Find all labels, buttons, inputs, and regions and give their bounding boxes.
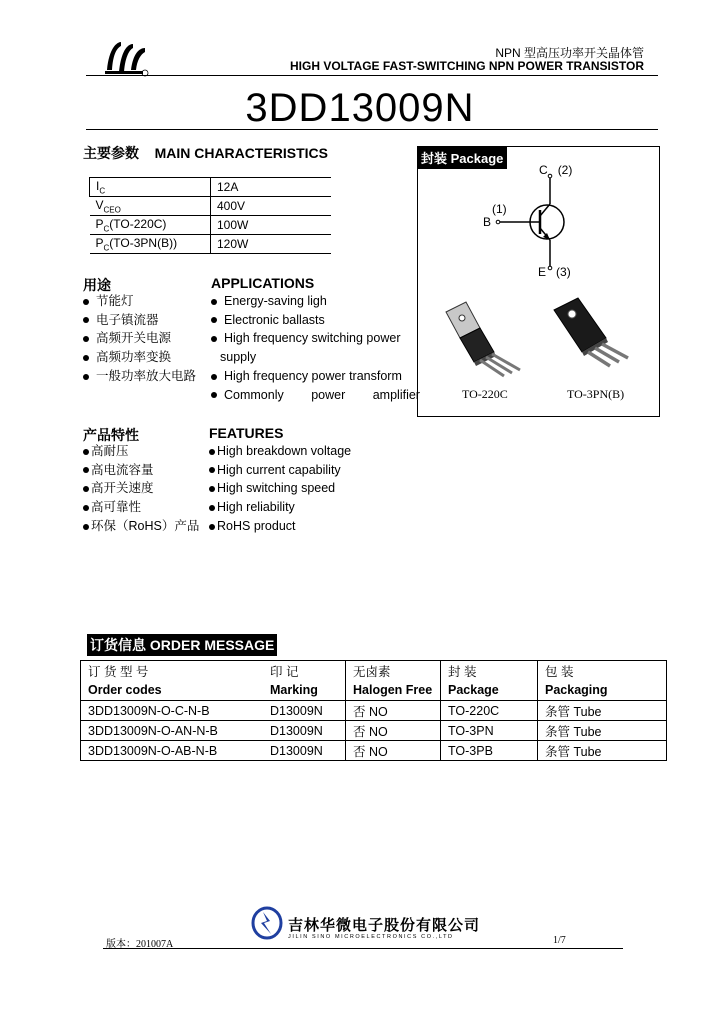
version-label: 版本：201007A [106, 939, 174, 950]
pin-base-label: B [483, 215, 492, 229]
page-number: 1/7 [553, 935, 566, 946]
main-characteristics-heading: 主要参数 MAIN CHARACTERISTICS [83, 145, 329, 161]
table-row: 3DD13009N-O-AB-N-B D13009N 否 NO TO-3PB 条管 Tube [81, 741, 667, 761]
company-logo-icon [103, 40, 149, 78]
list-item: 高电流容量 [83, 461, 199, 480]
list-item: Energy-saving ligh [211, 292, 407, 311]
applications-list-cn [83, 292, 196, 386]
list-item: High breakdown voltage [209, 442, 351, 461]
table-row: $V_{CEO}$ 400V [90, 197, 332, 216]
table-row: 3DD13009N-O-C-N-B D13009N 否 NO TO-220C 条管 Tube [81, 701, 667, 721]
list-item: 节能灯 [83, 292, 196, 311]
list-item: 高开关速度 [83, 479, 199, 498]
list-item: High reliability [209, 498, 351, 517]
features-heading-en: FEATURES [209, 425, 284, 441]
features-list-en [209, 442, 351, 536]
features-heading-cn: 产品特性 [83, 427, 139, 443]
to220-package-icon [440, 298, 530, 383]
table-row: 3DD13009N-O-AN-N-B D13009N 否 NO TO-3PN 条管 Tube [81, 721, 667, 741]
order-message-heading: 订货信息 ORDER MESSAGE [87, 634, 277, 656]
footer-divider [103, 948, 623, 949]
company-name-cn: 吉林华微电子股份有限公司 [288, 917, 481, 934]
to3pn-label: TO-3PN(B) [567, 387, 625, 401]
table-row: $I_C$ 12A [90, 178, 332, 197]
list-item: Electronic ballasts [211, 311, 407, 330]
applications-heading-cn: 用途 [83, 277, 111, 293]
company-name-en: JILIN SINO MICROELECTRONICS CO.,LTD [288, 934, 454, 940]
header-title-en: HIGH VOLTAGE FAST-SWITCHING NPN POWER TRANSISTOR [289, 59, 644, 73]
pin-base-number: (1) [492, 202, 507, 216]
header-title-cn: NPN 型高压功率开关晶体管 [495, 46, 644, 60]
list-item: High switching speed [209, 479, 351, 498]
list-item: 高频开关电源 [83, 329, 196, 348]
list-item: High current capability [209, 461, 351, 480]
to220-label: TO-220C [462, 387, 508, 401]
part-number-title: 3DD13009N [245, 86, 475, 130]
list-item: 电子镇流器 [83, 311, 196, 330]
list-item: 一般功率放大电路 [83, 367, 196, 386]
title-divider [86, 129, 658, 130]
header-divider [86, 75, 658, 76]
to3pn-package-icon [548, 292, 643, 377]
table-header-row-en: Order codes Marking Halogen Free Package Packaging [81, 680, 667, 701]
list-item: 高耐压 [83, 442, 199, 461]
footer-company-logo-icon [250, 906, 284, 940]
list-item: 环保（RoHS）产品 [83, 517, 199, 536]
list-item: 高可靠性 [83, 498, 199, 517]
pin-collector-label: C (2) [539, 163, 573, 177]
list-item: 高频功率变换 [83, 348, 196, 367]
package-heading: 封装 Package [417, 146, 507, 169]
main-characteristics-table [89, 177, 331, 254]
list-item: Commonly power amplifier [211, 386, 407, 405]
list-item: supply [220, 350, 257, 365]
list-item: High frequency switching power [211, 329, 407, 348]
table-header-row-cn: 订 货 型 号 印 记 无卤素 封 装 包 装 [81, 661, 667, 681]
applications-heading-en: APPLICATIONS [211, 275, 315, 291]
table-row: $P_C(TO-3PN(B))$ 120W [90, 235, 332, 254]
applications-list-en [211, 292, 420, 404]
features-list-cn [83, 442, 199, 536]
order-table [80, 660, 667, 761]
table-row: $P_C(TO-220C)$ 100W [90, 216, 332, 235]
pin-emitter-label: E (3) [538, 265, 571, 279]
list-item: High frequency power transform [211, 367, 407, 386]
list-item: RoHS product [209, 517, 351, 536]
